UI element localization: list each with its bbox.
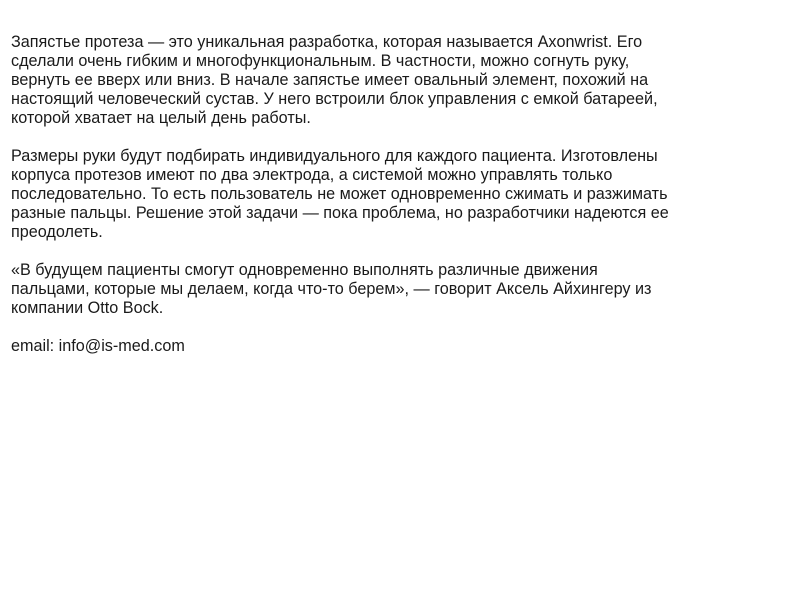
text-line: Запястье протеза — это уникальная разработка, которая называется Axonwrist. Его [11,33,643,51]
contact-email [11,337,771,356]
text-line: «В будущем пациенты смогут одновременно выполнять различные движения [11,261,598,279]
paragraph-sizes [11,147,771,242]
text-line: последовательно. То есть пользователь не может одновременно сжимать и разжимать [11,185,668,203]
paragraph-axonwrist [11,33,771,128]
text-line: сделали очень гибким и многофункциональным. В частности, можно согнуть руку, [11,52,630,70]
text-line: разные пальцы. Решение этой задачи — пока проблема, но разработчики надеются ее [11,204,669,222]
document-body [11,33,771,375]
paragraph-quote [11,261,771,318]
text-line: вернуть ее вверх или вниз. В начале запястье имеет овальный элемент, похожий на [11,71,649,89]
text-line: корпуса протезов имеют по два электрода, а системой можно управлять только [11,166,613,184]
email-line: email: info@is-med.com [11,337,185,355]
text-line: Размеры руки будут подбирать индивидуального для каждого пациента. Изготовлены [11,147,658,165]
text-line: которой хватает на целый день работы. [11,109,311,127]
text-line: компании Otto Bock. [11,299,164,317]
text-line: пальцами, которые мы делаем, когда что-то берем», — говорит Аксель Айхингеру из [11,280,652,298]
text-line: преодолеть. [11,223,103,241]
text-line: настоящий человеческий сустав. У него встроили блок управления с емкой батареей, [11,90,658,108]
